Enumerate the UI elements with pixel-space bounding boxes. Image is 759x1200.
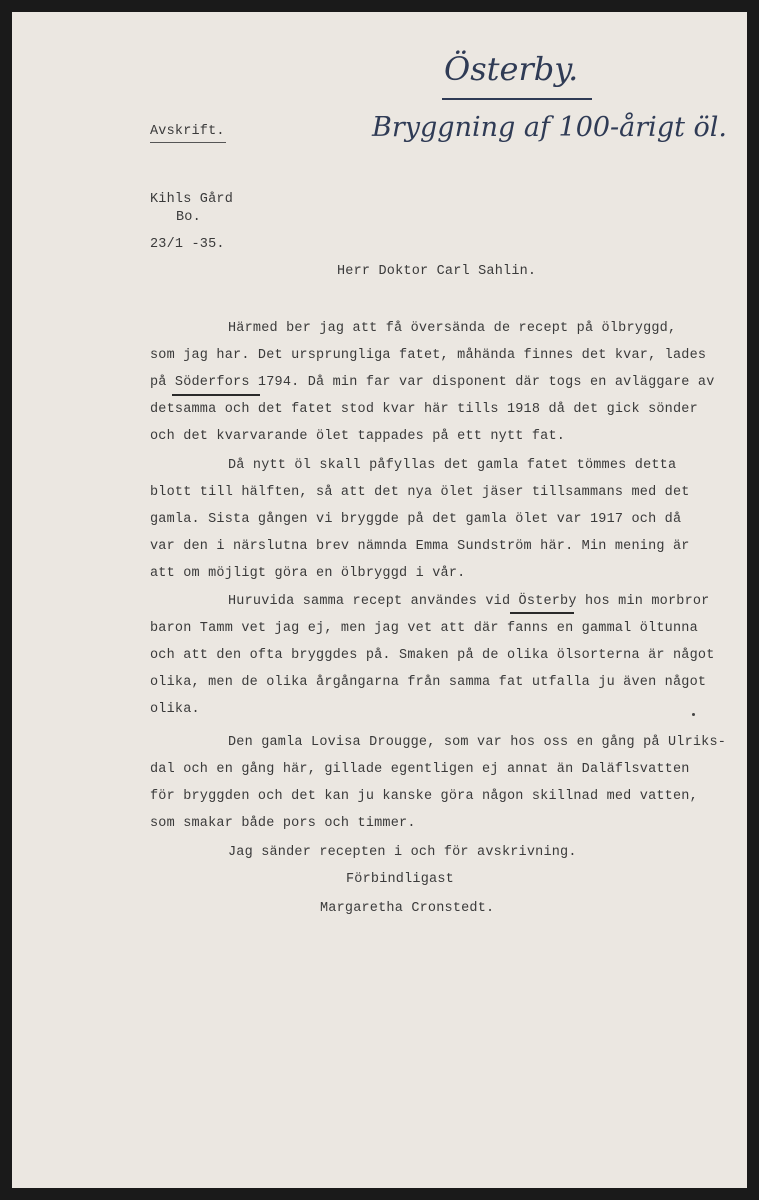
copy-label: Avskrift.: [150, 124, 225, 139]
body-line: detsamma och det fatet stod kvar här tills 1918 då det gick sönder: [150, 402, 698, 417]
document-page: [12, 12, 747, 1188]
body-line: olika.: [150, 702, 200, 717]
body-line: olika, men de olika årgångarna från samma fat utfalla ju även något: [150, 675, 707, 690]
body-line: för bryggden och det kan ju kanske göra någon skillnad med vatten,: [150, 789, 698, 804]
body-line: och det kvarvarande ölet tappades på ett nytt fat.: [150, 429, 566, 444]
body-line: och att den ofta bryggdes på. Smaken på de olika ölsorterna är något: [150, 648, 715, 663]
body-line: att om möjligt göra en ölbryggd i vår.: [150, 566, 466, 581]
body-line: som jag har. Det ursprungliga fatet, måhända finnes det kvar, lades: [150, 348, 707, 363]
paper-speck: [692, 713, 695, 716]
body-line: baron Tamm vet jag ej, men jag vet att där fanns en gammal öltunna: [150, 621, 698, 636]
osterby-underline: [510, 612, 574, 614]
body-line: Jag sänder recepten i och för avskrivning.: [228, 845, 577, 860]
body-line: Härmed ber jag att få översända de recept på ölbryggd,: [228, 321, 677, 336]
soderfors-underline: [172, 394, 260, 396]
body-line: Den gamla Lovisa Drougge, som var hos oss en gång på Ulriks-: [228, 735, 727, 750]
body-line: var den i närslutna brev nämnda Emma Sundström här. Min mening är: [150, 539, 690, 554]
body-line: gamla. Sista gången vi bryggde på det gamla ölet var 1917 och då: [150, 512, 682, 527]
copy-label-underline: [150, 142, 226, 143]
signature: Margaretha Cronstedt.: [320, 901, 495, 916]
place-underline: [442, 98, 592, 100]
sender-line-2: Bo.: [176, 210, 201, 225]
body-line: som smakar både pors och timmer.: [150, 816, 416, 831]
valediction: Förbindligast: [346, 872, 454, 887]
letter-date: 23/1 -35.: [150, 237, 225, 252]
body-line: Huruvida samma recept användes vid Österby hos min morbror: [228, 594, 710, 609]
sender-line-1: Kihls Gård: [150, 192, 234, 207]
body-line: på Söderfors 1794. Då min far var disponent där togs en avläggare av: [150, 375, 715, 390]
handwritten-place: Österby.: [444, 50, 579, 88]
body-line: Då nytt öl skall påfyllas det gamla fatet tömmes detta: [228, 458, 677, 473]
handwritten-subject: Bryggning af 100-årigt öl.: [372, 112, 728, 143]
body-line: dal och en gång här, gillade egentligen ej annat än Daläflsvatten: [150, 762, 690, 777]
salutation: Herr Doktor Carl Sahlin.: [337, 264, 537, 279]
body-line: blott till hälften, så att det nya ölet jäser tillsammans med det: [150, 485, 690, 500]
